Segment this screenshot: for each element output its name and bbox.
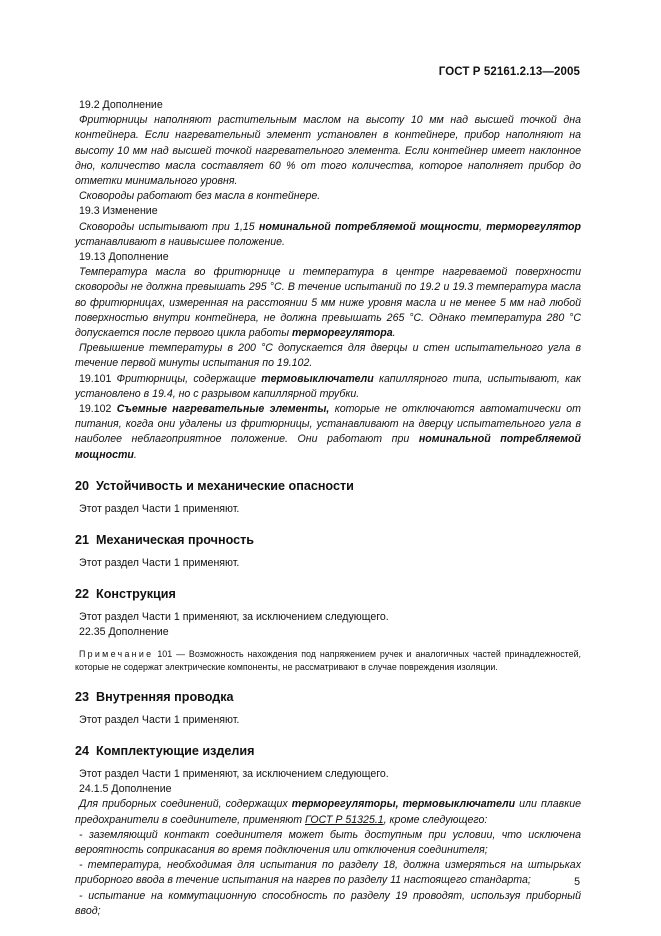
- clause-19-2-heading: 19.2 Дополнение: [79, 99, 163, 111]
- clause-19-101: 19.101 Фритюрницы, содержащие термовыключатели капиллярного типа, испытывают, как установлено в 19.4, но с разрывом капиллярной трубки.: [75, 372, 581, 400]
- clause-19-2-text: Фритюрницы наполняют растительным маслом на высоту 10 мм над высшей точкой дна контейнера. Если нагревательный элемент установлен в контейнере, прибор наполняют на высоту 10 мм над высшей точкой нагревательного элемента. Если контейнер имеет наклонное дно, количество масла составляет 60 % от того количества, которое наполняет прибор до отметки минимального уровня.: [75, 114, 581, 188]
- section-21-body: Этот раздел Части 1 применяют.: [79, 557, 240, 570]
- section-24-heading: 24 Комплектующие изделия: [75, 743, 255, 758]
- section-24-body: Этот раздел Части 1 применяют, за исключением следующего.: [79, 767, 389, 780]
- page-content: [75, 98, 581, 919]
- page-number: 5: [574, 876, 580, 888]
- section-20-body: Этот раздел Части 1 применяют.: [79, 502, 240, 515]
- clause-19-2-frying-pans: Сковороды работают без масла в контейнере.: [79, 190, 321, 203]
- clause-22-35-heading: 22.35 Дополнение: [79, 626, 169, 639]
- clause-24-1-5-bullet-1: - заземляющий контакт соединителя может быть доступным при условии, что исключена вероятность соприкасания во время подключения или отключения соединителя;: [75, 828, 581, 856]
- section-21-heading: 21 Механическая прочность: [75, 533, 255, 548]
- section-20-heading: 20 Устойчивость и механические опасности: [75, 478, 354, 493]
- clause-19-102: 19.102 Съемные нагревательные элементы, которые не отключаются автоматически от питания, когда они удалены из фритюрницы, устанавливают на дверцу испытательного угла в наиболее неблагоприятное положение. Они работают при номинальной потребляемой мощности.: [75, 403, 581, 461]
- clause-19-13-excess: Превышение температуры в 200 °С допускается для дверцы и стен испытательного угла в течение первой минуты испытания по 19.102.: [75, 342, 581, 370]
- clause-24-1-5-bullet-3: - испытание на коммутационную способность по разделу 19 проводят, используя приборный ввод;: [75, 889, 581, 917]
- clause-19-3-heading: 19.3 Изменение: [79, 205, 158, 218]
- clause-19-3-text: Сковороды испытывают при 1,15 номинальной потребляемой мощности, терморегулятор устанавливают в наивысшее положение.: [75, 220, 581, 248]
- clause-24-1-5-text: Для приборных соединений, содержащих терморегуляторы, термовыключатели или плавкие предохранители в соединителе, применяют ГОСТ Р 51325.1, кроме следующего:: [75, 798, 581, 826]
- clause-24-1-5-bullet-2: - температура, необходимая для испытания по разделу 18, должна измеряться на штырьках приборного ввода в течение испытания на нагрев по разделу 11 настоящего стандарта;: [75, 859, 581, 887]
- section-22-body: Этот раздел Части 1 применяют, за исключением следующего.: [79, 611, 389, 624]
- section-22-note: Примечание 101 — Возможность нахождения под напряжением ручек и аналогичных частей принадлежностей, которые не содержат электрические компоненты, не рассматривают в случае повреждения изоляции.: [75, 648, 581, 672]
- section-22-heading: 22 Конструкция: [75, 587, 176, 602]
- standard-header: ГОСТ Р 52161.2.13—2005: [438, 66, 580, 78]
- section-23-heading: 23 Внутренняя проводка: [75, 689, 234, 704]
- gost-reference-link[interactable]: ГОСТ Р 51325.1: [305, 813, 384, 826]
- clause-19-13-text: Температура масла во фритюрнице и температура в центре нагреваемой поверхности сковороды не должна превышать 295 °С. В течение испытаний по 19.2 и 19.3 температура масла во фритюрницах, измеренная на расстоянии 5 мм ниже уровня масла и не менее 5 мм над любой поверхностью внутри контейнера, не должна превышать 265 °С. Однако температура 280 °С допускается после первого цикла работы терморегулятора.: [75, 266, 581, 340]
- section-23-body: Этот раздел Части 1 применяют.: [79, 713, 240, 726]
- clause-19-13-heading: 19.13 Дополнение: [79, 251, 169, 264]
- clause-24-1-5-heading: 24.1.5 Дополнение: [79, 783, 172, 796]
